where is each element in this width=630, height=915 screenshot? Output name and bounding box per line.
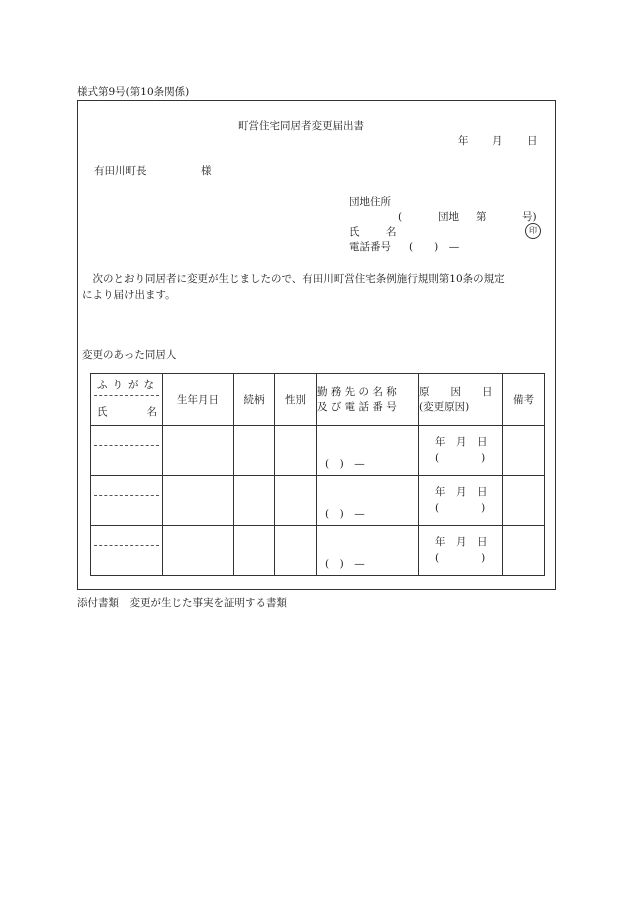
furigana-divider xyxy=(94,545,159,546)
cause-reason-format: ( ) xyxy=(435,452,486,464)
cause-header-line-2: (変更原因) xyxy=(419,400,470,413)
cause-header xyxy=(419,374,503,426)
gender-cell[interactable] xyxy=(275,476,317,526)
date-day-label: 日 xyxy=(527,135,538,147)
name-cell[interactable] xyxy=(91,476,163,526)
birth-date-header: 生年月日 xyxy=(163,374,234,426)
addressee-name: 有田川町長 xyxy=(94,165,147,177)
employer-phone-format: ( ) — xyxy=(325,458,365,470)
cause-date-format: 年 月 日 xyxy=(435,536,488,548)
gender-cell[interactable] xyxy=(275,426,317,476)
gender-header: 性別 xyxy=(275,374,317,426)
address-paren-open: ( xyxy=(398,211,403,223)
name-cell[interactable] xyxy=(91,426,163,476)
phone-label: 電話番号 xyxy=(349,241,391,253)
remarks-cell[interactable] xyxy=(503,526,545,576)
table-row xyxy=(91,476,545,526)
remarks-header: 備考 xyxy=(503,374,545,426)
addressee-honorific: 様 xyxy=(201,165,212,177)
relation-cell[interactable] xyxy=(234,476,275,526)
relation-cell[interactable] xyxy=(234,426,275,476)
name-label-second: 名 xyxy=(386,226,397,238)
employer-cell[interactable] xyxy=(317,476,419,526)
employer-cell[interactable] xyxy=(317,526,419,576)
form-title: 町営住宅同居者変更届出書 xyxy=(238,120,364,132)
attachment-note: 添付書類 変更が生じた事実を証明する書類 xyxy=(77,597,287,609)
form-number: 様式第9号(第10条関係) xyxy=(77,86,190,98)
furigana-header-label: ふりがな xyxy=(97,379,159,391)
date-month-label: 月 xyxy=(492,135,503,147)
employer-phone-format: ( ) — xyxy=(325,508,365,520)
name-header-first: 氏 xyxy=(97,406,108,418)
cause-cell[interactable] xyxy=(419,526,503,576)
furigana-divider xyxy=(94,495,159,496)
section-title: 変更のあった同居人 xyxy=(82,349,177,361)
cause-reason-format: ( ) xyxy=(435,552,486,564)
table-header-row xyxy=(91,374,545,426)
body-text-line-1: 次のとおり同居者に変更が生じましたので、有田川町営住宅条例施行規則第10条の規定 xyxy=(82,273,505,285)
employer-header-line-2: 及 び 電 話 番 号 xyxy=(317,400,397,413)
dai-label: 第 xyxy=(476,211,487,223)
address-label: 団地住所 xyxy=(349,196,391,208)
employer-header-line-1: 勤 務 先 の 名 称 xyxy=(317,385,397,398)
birth-date-cell[interactable] xyxy=(163,426,234,476)
gender-cell[interactable] xyxy=(275,526,317,576)
name-cell[interactable] xyxy=(91,526,163,576)
employer-phone-format: ( ) — xyxy=(325,558,365,570)
table-row xyxy=(91,426,545,476)
table-row xyxy=(91,526,545,576)
relation-cell[interactable] xyxy=(234,526,275,576)
remarks-cell[interactable] xyxy=(503,426,545,476)
cause-date-format: 年 月 日 xyxy=(435,486,488,498)
body-text-line-2: により届け出ます。 xyxy=(82,289,176,301)
phone-format: ( ) — xyxy=(409,241,460,253)
furigana-divider xyxy=(94,445,159,446)
remarks-cell[interactable] xyxy=(503,476,545,526)
cause-cell[interactable] xyxy=(419,426,503,476)
name-label-first: 氏 xyxy=(349,226,360,238)
cause-date-format: 年 月 日 xyxy=(435,436,488,448)
seal-icon: 印 xyxy=(525,223,541,239)
furigana-divider xyxy=(94,395,159,396)
name-header-second: 名 xyxy=(146,406,157,418)
birth-date-cell[interactable] xyxy=(163,526,234,576)
cause-header-line-1: 原 因 日 xyxy=(419,385,493,398)
go-label: 号) xyxy=(522,211,537,223)
cause-cell[interactable] xyxy=(419,476,503,526)
birth-date-cell[interactable] xyxy=(163,476,234,526)
date-year-label: 年 xyxy=(458,135,469,147)
furigana-name-header xyxy=(91,374,163,426)
danchi-label: 団地 xyxy=(438,211,459,223)
cause-reason-format: ( ) xyxy=(435,502,486,514)
cohabitant-table xyxy=(90,373,545,576)
employer-cell[interactable] xyxy=(317,426,419,476)
employer-header xyxy=(317,374,419,426)
relation-header: 続柄 xyxy=(234,374,275,426)
